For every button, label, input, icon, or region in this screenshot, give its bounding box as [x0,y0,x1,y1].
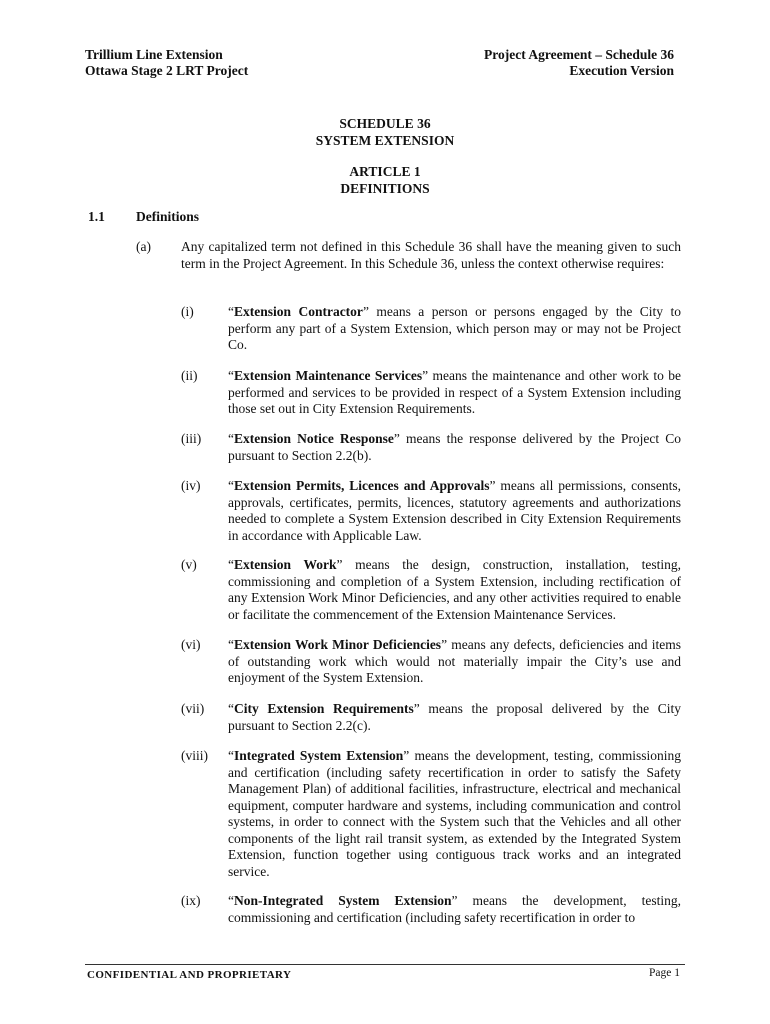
item-text: “City Extension Requirements” means the proposal delivered by the City pursuant to Section 2.2(c). [228,701,681,733]
item-number: (vi) [181,637,201,652]
header-project-subtitle: Ottawa Stage 2 LRT Project [85,63,249,78]
defined-term: Extension Contractor [234,304,363,319]
defined-term: Extension Maintenance Services [234,368,423,383]
item-text: “Extension Work” means the design, construction, installation, testing, commissioning and completion of a System Extension, including rectification of any Extension Work Minor Deficiencies, and any other activities required to enable or facilitate the commencement of the Extension Maintenance Services. [228,557,681,622]
definition-body: ” means the response delivered by the Project Co pursuant to Section 2.2(b). [228,431,682,463]
article-number: ARTICLE 1 [349,164,421,179]
schedule-number: SCHEDULE 36 [339,116,431,131]
item-number: (vii) [181,701,205,716]
footer-divider [85,964,685,965]
header-left [85,47,248,79]
article-heading [0,163,770,197]
item-text: “Extension Work Minor Deficiencies” means any defects, deficiencies and items of outstanding work which would not materially impair the City’s use and enjoyment of the System Extension. [228,637,681,685]
schedule-name: SYSTEM EXTENSION [315,133,455,148]
item-number: (ix) [181,893,201,908]
defined-term: City Extension Requirements [234,701,414,716]
item-text: “Integrated System Extension” means the development, testing, commissioning and certification (including safety recertification in order to satisfy the Safety Management Plan) of additional facilities, infrastructure, electrical and mechanical equipment, computer hardware and systems, including communication and control systems, in order to connect with the System such that the Vehicles and all other components of the light rail transit system, as extended by the Integrated System Extension, function together using contiguous track works and an integrated service. [228,748,681,879]
item-number: (v) [181,557,197,572]
definition-body: ” means the proposal delivered by the City pursuant to Section 2.2(c). [228,701,681,733]
section-title: Definitions [136,209,200,224]
header-agreement-title: Project Agreement – Schedule 36 [484,47,674,62]
item-number: (ii) [181,368,198,383]
defined-term: Extension Permits, Licences and Approvals [234,478,490,493]
item-text: “Extension Contractor” means a person or persons engaged by the City to perform any part of a System Extension, which person may or may not be Project Co. [228,304,681,352]
defined-term: Extension Work Minor Deficiencies [234,637,442,652]
definition-body: ” means the maintenance and other work to be performed and services to be provided in respect of a System Extension including those set out in City Extension Requirements. [228,368,681,416]
definition-body: ” means the development, testing, commissioning and certification (including safety recertification in order to satisfy the Safety Management Plan) of additional facilities, infrastructure, electrical and mechanical equipment, computer hardware and systems, including communication and control systems, in order to connect with the System such that the Vehicles and all other components of the light rail transit system, as extended by the Integrated System Extension, function together using contiguous track works and an integrated service. [228,748,681,879]
schedule-heading [0,115,770,149]
definition-body: ” means the development, testing, commissioning and certification (including safety recertification in order to [228,893,681,925]
footer-confidentiality: CONFIDENTIAL AND PROPRIETARY [87,969,292,981]
item-text: “Non-Integrated System Extension” means the development, testing, commissioning and certification (including safety recertification in order to [228,893,681,925]
definition-body: ” means a person or persons engaged by the City to perform any part of a System Extension, which person may or may not be Project Co. [228,304,681,352]
definition-body: ” means any defects, deficiencies and items of outstanding work which would not materially impair the City’s use and enjoyment of the System Extension. [228,637,681,685]
item-text: “Extension Permits, Licences and Approvals” means all permissions, consents, approvals, certificates, permits, licences, statutory agreements and authorizations needed to complete a System Extension described in City Extension Requirements in accordance with Applicable Law. [228,478,682,543]
definition-body: ” means all permissions, consents, approvals, certificates, permits, licences, statutory agreements and authorizations needed to complete a System Extension described in City Extension Requirements in accordance with Applicable Law. [228,478,682,543]
paragraph-text: Any capitalized term not defined in this Schedule 36 shall have the meaning given to such term in the Project Agreement. In this Schedule 36, unless the context otherwise requires: [181,239,681,271]
header-right [484,47,674,79]
defined-term: Extension Notice Response [234,431,394,446]
definition-body: ” means the design, construction, installation, testing, commissioning and completion of a System Extension, including rectification of any Extension Work Minor Deficiencies, and any other activities required to enable or facilitate the commencement of the Extension Maintenance Services. [228,557,681,622]
header-project-name: Trillium Line Extension [85,47,223,62]
defined-term: Non-Integrated System Extension [234,893,452,908]
item-text: “Extension Notice Response” means the response delivered by the Project Co pursuant to Section 2.2(b). [228,431,682,463]
paragraph-number: (a) [136,239,151,254]
item-number: (viii) [181,748,208,763]
defined-term: Integrated System Extension [234,748,404,763]
defined-term: Extension Work [234,557,337,572]
header-version: Execution Version [569,63,674,78]
item-number: (iii) [181,431,202,446]
section-number: 1.1 [88,209,105,224]
article-name: DEFINITIONS [340,181,430,196]
item-number: (i) [181,304,194,319]
item-number: (iv) [181,478,201,493]
page-number: Page 1 [649,967,680,979]
item-text: “Extension Maintenance Services” means the maintenance and other work to be performed and services to be provided in respect of a System Extension including those set out in City Extension Requirements. [228,368,681,416]
